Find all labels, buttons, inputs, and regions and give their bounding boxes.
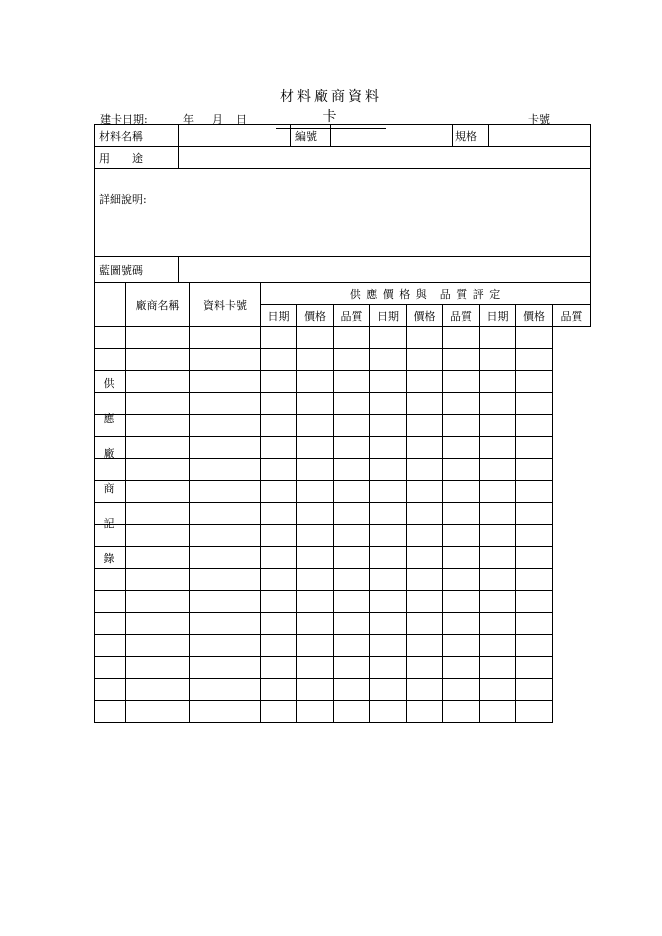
table-cell[interactable] (95, 613, 126, 635)
table-cell[interactable] (297, 327, 334, 349)
table-cell[interactable] (407, 481, 443, 503)
table-cell[interactable] (261, 679, 297, 701)
table-cell[interactable] (443, 481, 480, 503)
table-row (95, 547, 591, 569)
material-name-field[interactable] (179, 125, 291, 147)
table-row (95, 393, 591, 415)
side-label-char: 供 (103, 377, 115, 390)
table-cell[interactable] (443, 415, 480, 437)
table-cell[interactable] (126, 569, 190, 591)
table-cell[interactable] (370, 701, 407, 723)
table-cell[interactable] (297, 503, 334, 525)
table-cell[interactable] (370, 613, 407, 635)
table-cell[interactable] (297, 701, 334, 723)
table-cell[interactable] (190, 437, 261, 459)
table-cell[interactable] (334, 481, 370, 503)
table-cell[interactable] (334, 503, 370, 525)
table-cell[interactable] (516, 701, 553, 723)
table-cell[interactable] (297, 437, 334, 459)
table-cell[interactable] (407, 459, 443, 481)
detail-label: 詳細說明: (99, 193, 147, 206)
card-number-label: 卡號 (528, 113, 550, 126)
table-cell[interactable] (126, 481, 190, 503)
table-cell[interactable] (190, 525, 261, 547)
table-cell[interactable] (95, 635, 126, 657)
table-cell[interactable] (480, 613, 516, 635)
table-cell[interactable] (480, 525, 516, 547)
table-cell[interactable] (95, 459, 126, 481)
table-cell[interactable] (126, 679, 190, 701)
table-row (95, 657, 591, 679)
blueprint-label: 藍圖號碼 (95, 257, 179, 283)
table-cell[interactable] (261, 569, 297, 591)
table-cell[interactable] (126, 657, 190, 679)
usage-label: 用 途 (95, 147, 179, 169)
table-cell[interactable] (370, 591, 407, 613)
table-cell[interactable] (126, 525, 190, 547)
table-cell[interactable] (443, 547, 480, 569)
table-cell[interactable] (261, 437, 297, 459)
table-row (95, 701, 591, 723)
table-cell[interactable] (297, 613, 334, 635)
table-cell[interactable] (443, 393, 480, 415)
material-name-label: 材料名稱 (95, 125, 179, 147)
table-cell[interactable] (334, 547, 370, 569)
detail-field[interactable] (95, 169, 591, 257)
code-field[interactable] (331, 125, 453, 147)
table-cell[interactable] (370, 503, 407, 525)
table-cell[interactable] (334, 459, 370, 481)
card-no-header: 資料卡號 (190, 283, 261, 327)
table-cell[interactable] (443, 503, 480, 525)
table-cell[interactable] (297, 393, 334, 415)
table-row (95, 371, 591, 393)
table-cell[interactable] (334, 679, 370, 701)
table-row (95, 569, 591, 591)
table-cell[interactable] (190, 481, 261, 503)
table-cell[interactable] (261, 525, 297, 547)
table-cell[interactable] (261, 547, 297, 569)
table-cell[interactable] (407, 437, 443, 459)
table-cell[interactable] (297, 679, 334, 701)
table-cell[interactable] (407, 635, 443, 657)
table-row (95, 349, 591, 371)
table-cell[interactable] (334, 635, 370, 657)
table-cell[interactable] (516, 415, 553, 437)
sub-header-cell: 價格 (516, 305, 553, 327)
table-cell[interactable] (407, 393, 443, 415)
table-cell[interactable] (443, 613, 480, 635)
month-label: 月 (212, 113, 223, 126)
table-cell[interactable] (443, 459, 480, 481)
table-row (95, 591, 591, 613)
table-cell[interactable] (190, 569, 261, 591)
form-frame (94, 124, 590, 728)
table-cell[interactable] (516, 371, 553, 393)
table-cell[interactable] (190, 503, 261, 525)
table-cell[interactable] (480, 459, 516, 481)
table-cell[interactable] (516, 503, 553, 525)
table-cell[interactable] (516, 459, 553, 481)
table-cell[interactable] (480, 349, 516, 371)
table-cell[interactable] (334, 657, 370, 679)
table-cell[interactable] (126, 437, 190, 459)
table-cell[interactable] (407, 547, 443, 569)
table-cell[interactable] (190, 547, 261, 569)
table-cell[interactable] (261, 481, 297, 503)
table-cell[interactable] (95, 701, 126, 723)
table-cell[interactable] (334, 525, 370, 547)
table-cell[interactable] (190, 393, 261, 415)
table-cell[interactable] (407, 591, 443, 613)
table-cell[interactable] (261, 701, 297, 723)
table-cell[interactable] (190, 613, 261, 635)
table-cell[interactable] (516, 657, 553, 679)
table-cell[interactable] (190, 701, 261, 723)
table-cell[interactable] (297, 547, 334, 569)
table-cell[interactable] (190, 327, 261, 349)
table-cell[interactable] (516, 635, 553, 657)
table-cell[interactable] (261, 613, 297, 635)
table-cell[interactable] (126, 701, 190, 723)
table-cell[interactable] (334, 613, 370, 635)
table-cell[interactable] (480, 657, 516, 679)
table-cell[interactable] (126, 327, 190, 349)
table-cell[interactable] (190, 459, 261, 481)
table-cell[interactable] (297, 349, 334, 371)
table-cell[interactable] (407, 525, 443, 547)
table-cell[interactable] (261, 635, 297, 657)
table-cell[interactable] (95, 569, 126, 591)
table-cell[interactable] (190, 371, 261, 393)
table-cell[interactable] (516, 437, 553, 459)
page-title: 材料廠商資料卡 (276, 86, 386, 129)
table-cell[interactable] (516, 547, 553, 569)
table-cell[interactable] (297, 371, 334, 393)
table-cell[interactable] (297, 657, 334, 679)
spec-field[interactable] (489, 125, 591, 147)
table-cell[interactable] (480, 371, 516, 393)
table-cell[interactable] (261, 393, 297, 415)
table-cell[interactable] (190, 591, 261, 613)
table-cell[interactable] (297, 459, 334, 481)
table-cell[interactable] (516, 525, 553, 547)
sub-header-cell: 價格 (297, 305, 334, 327)
table-cell[interactable] (334, 591, 370, 613)
side-label-char: 廠 (103, 447, 115, 460)
table-cell[interactable] (261, 591, 297, 613)
table-cell[interactable] (126, 503, 190, 525)
table-cell[interactable] (370, 371, 407, 393)
table-cell[interactable] (334, 569, 370, 591)
table-cell[interactable] (443, 679, 480, 701)
table-cell[interactable] (334, 437, 370, 459)
usage-field[interactable] (179, 147, 591, 169)
table-cell[interactable] (407, 349, 443, 371)
table-cell[interactable] (261, 415, 297, 437)
table-cell[interactable] (297, 481, 334, 503)
sub-header-cell: 品質 (443, 305, 480, 327)
table-row (95, 503, 591, 525)
table-cell[interactable] (370, 415, 407, 437)
table-cell[interactable] (480, 393, 516, 415)
table-cell[interactable] (190, 635, 261, 657)
table-cell[interactable] (443, 437, 480, 459)
table-cell[interactable] (297, 525, 334, 547)
sub-header-cell: 品質 (334, 305, 370, 327)
table-cell[interactable] (480, 591, 516, 613)
table-cell[interactable] (480, 679, 516, 701)
table-row (95, 525, 591, 547)
table-row (95, 613, 591, 635)
table-cell[interactable] (516, 481, 553, 503)
table-cell[interactable] (370, 437, 407, 459)
side-label-char: 商 (103, 482, 115, 495)
table-cell[interactable] (334, 701, 370, 723)
table-row (95, 679, 591, 701)
table-cell[interactable] (126, 393, 190, 415)
table-cell[interactable] (480, 481, 516, 503)
table-cell[interactable] (480, 569, 516, 591)
sub-header-cell: 價格 (407, 305, 443, 327)
table-cell[interactable] (370, 349, 407, 371)
blueprint-field[interactable] (179, 257, 591, 283)
info-table (94, 124, 591, 283)
table-cell[interactable] (95, 349, 126, 371)
sub-header-cell: 日期 (261, 305, 297, 327)
table-cell[interactable] (297, 635, 334, 657)
table-cell[interactable] (443, 591, 480, 613)
sub-header-cell: 品質 (553, 305, 591, 327)
table-cell[interactable] (190, 349, 261, 371)
table-cell[interactable] (126, 547, 190, 569)
side-label-char: 錄 (103, 552, 115, 565)
table-cell[interactable] (516, 349, 553, 371)
table-cell[interactable] (370, 481, 407, 503)
table-cell[interactable] (443, 327, 480, 349)
sub-header-cell: 日期 (480, 305, 516, 327)
table-cell[interactable] (443, 701, 480, 723)
table-cell[interactable] (370, 525, 407, 547)
table-row (95, 437, 591, 459)
table-cell[interactable] (190, 657, 261, 679)
sub-header-cell: 日期 (370, 305, 407, 327)
table-cell[interactable] (516, 569, 553, 591)
table-cell[interactable] (516, 327, 553, 349)
table-cell[interactable] (126, 415, 190, 437)
table-cell[interactable] (370, 569, 407, 591)
table-cell[interactable] (443, 635, 480, 657)
table-cell[interactable] (407, 613, 443, 635)
evaluation-header: 供 應 價 格 與 品 質 評 定 (261, 283, 591, 305)
table-row (95, 459, 591, 481)
table-row (95, 635, 591, 657)
table-cell[interactable] (407, 701, 443, 723)
supplier-record-table (94, 282, 591, 723)
table-cell[interactable] (516, 591, 553, 613)
table-cell[interactable] (370, 547, 407, 569)
table-cell[interactable] (334, 371, 370, 393)
table-cell[interactable] (370, 635, 407, 657)
table-cell[interactable] (334, 415, 370, 437)
table-row (95, 481, 591, 503)
table-cell[interactable] (443, 349, 480, 371)
code-label: 編號 (291, 125, 331, 147)
table-cell[interactable] (95, 591, 126, 613)
table-cell[interactable] (480, 327, 516, 349)
table-cell[interactable] (407, 657, 443, 679)
table-cell[interactable] (370, 679, 407, 701)
table-cell[interactable] (516, 393, 553, 415)
table-cell[interactable] (297, 415, 334, 437)
table-cell[interactable] (126, 371, 190, 393)
table-cell[interactable] (480, 547, 516, 569)
table-cell[interactable] (370, 657, 407, 679)
table-cell[interactable] (261, 657, 297, 679)
table-cell[interactable] (126, 349, 190, 371)
table-cell[interactable] (370, 393, 407, 415)
table-cell[interactable] (95, 657, 126, 679)
table-cell[interactable] (334, 393, 370, 415)
table-cell[interactable] (190, 415, 261, 437)
table-cell[interactable] (370, 459, 407, 481)
table-cell[interactable] (261, 503, 297, 525)
table-cell[interactable] (480, 503, 516, 525)
side-label-char: 記 (103, 517, 115, 530)
table-cell[interactable] (443, 525, 480, 547)
table-cell[interactable] (407, 679, 443, 701)
table-cell[interactable] (297, 591, 334, 613)
table-cell[interactable] (95, 327, 126, 349)
table-cell[interactable] (516, 613, 553, 635)
table-cell[interactable] (334, 349, 370, 371)
table-cell[interactable] (126, 613, 190, 635)
table-cell[interactable] (516, 679, 553, 701)
table-cell[interactable] (126, 459, 190, 481)
table-cell[interactable] (407, 503, 443, 525)
side-label-char: 應 (103, 412, 115, 425)
table-cell[interactable] (261, 371, 297, 393)
table-row (95, 415, 591, 437)
table-cell[interactable] (443, 569, 480, 591)
table-cell[interactable] (480, 437, 516, 459)
table-cell[interactable] (261, 349, 297, 371)
table-cell[interactable] (480, 415, 516, 437)
table-cell[interactable] (126, 635, 190, 657)
table-cell[interactable] (443, 657, 480, 679)
table-cell[interactable] (261, 459, 297, 481)
vendor-name-header: 廠商名稱 (126, 283, 190, 327)
table-cell[interactable] (407, 327, 443, 349)
spec-label: 規格 (453, 125, 489, 147)
table-cell[interactable] (126, 591, 190, 613)
table-cell[interactable] (407, 415, 443, 437)
table-cell[interactable] (334, 327, 370, 349)
table-cell[interactable] (261, 327, 297, 349)
day-label: 日 (236, 113, 247, 126)
year-label: 年 (183, 113, 194, 126)
table-cell[interactable] (95, 679, 126, 701)
table-cell[interactable] (480, 635, 516, 657)
table-row (95, 327, 591, 349)
build-date-label: 建卡日期: (100, 113, 148, 126)
table-cell[interactable] (480, 701, 516, 723)
table-cell[interactable] (370, 327, 407, 349)
supplier-side-label (95, 283, 126, 565)
table-cell[interactable] (190, 679, 261, 701)
table-cell[interactable] (407, 371, 443, 393)
table-cell[interactable] (443, 371, 480, 393)
table-cell[interactable] (407, 569, 443, 591)
table-cell[interactable] (297, 569, 334, 591)
